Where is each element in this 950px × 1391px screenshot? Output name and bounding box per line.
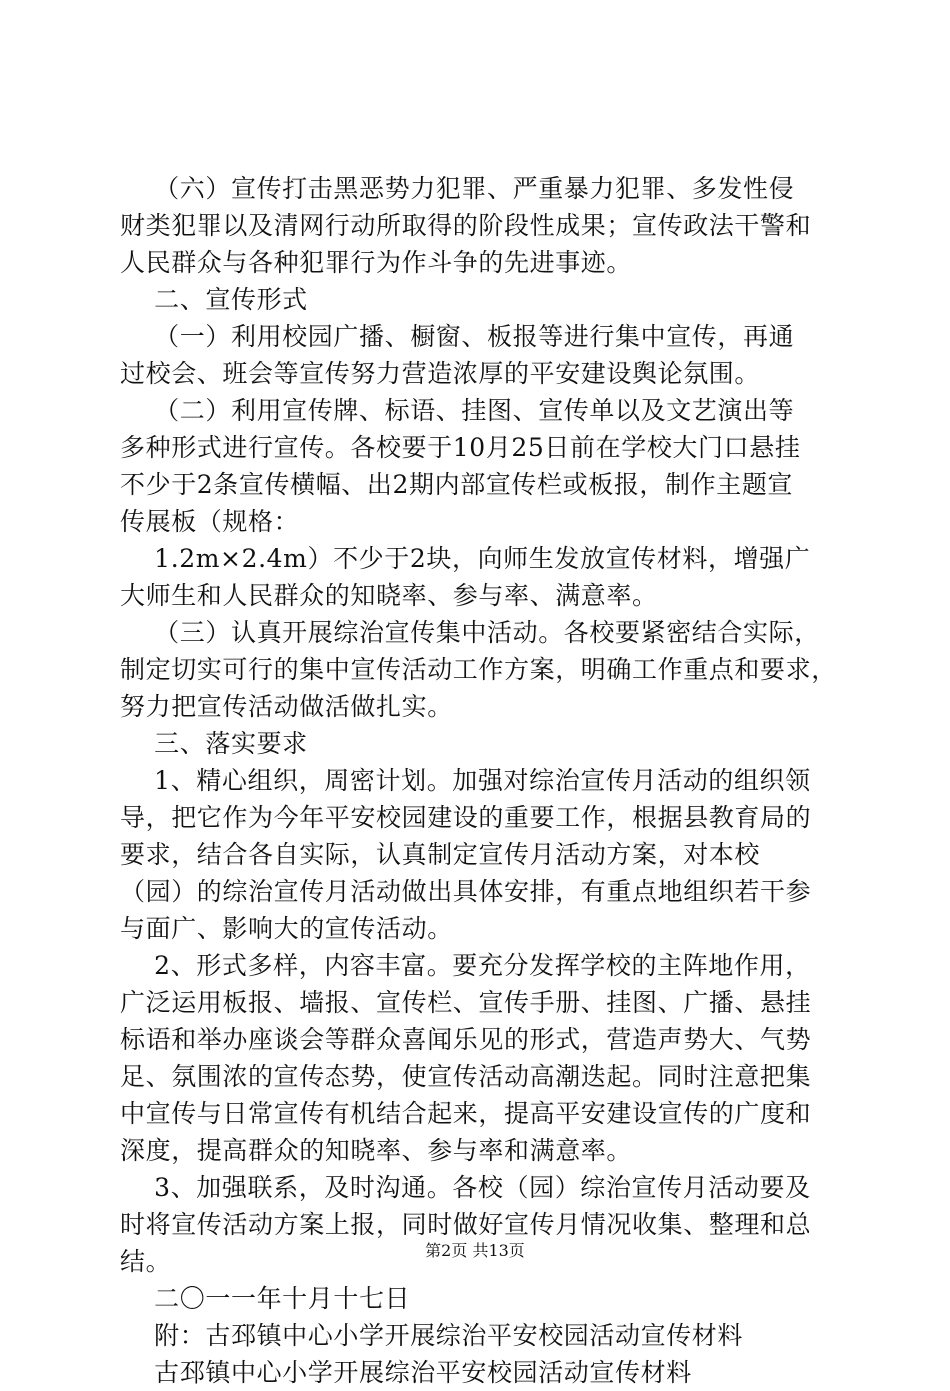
paragraph-line: （六）宣传打击黑恶势力犯罪、严重暴力犯罪、多发性侵 <box>120 174 795 203</box>
paragraph-line: 多种形式进行宣传。各校要于10月25日前在学校大门口悬挂 <box>120 433 801 462</box>
paragraph-line: （三）认真开展综治宣传集中活动。各校要紧密结合实际， <box>120 618 820 647</box>
paragraph-line: 财类犯罪以及清网行动所取得的阶段性成果；宣传政法干警和 <box>120 211 812 240</box>
section-heading: 三、落实要求 <box>120 729 308 758</box>
document-date: 二〇一一年十月十七日 <box>120 1284 411 1313</box>
paragraph-line: 与面广、影响大的宣传活动。 <box>120 914 453 943</box>
paragraph-line: 时将宣传活动方案上报，同时做好宣传月情况收集、整理和总 <box>120 1210 812 1239</box>
paragraph-line: 结。 <box>120 1247 172 1276</box>
paragraph-line: 导，把它作为今年平安校园建设的重要工作，根据县教育局的 <box>120 803 812 832</box>
paragraph-line: 1.2m×2.4m）不少于2块，向师生发放宣传材料，增强广 <box>120 544 811 573</box>
paragraph-line: 努力把宣传活动做活做扎实。 <box>120 692 453 721</box>
paragraph-line: 中宣传与日常宣传有机结合起来，提高平安建设宣传的广度和 <box>120 1099 812 1128</box>
paragraph-line: 要求，结合各自实际，认真制定宣传月活动方案，对本校 <box>120 840 761 869</box>
paragraph-line: 人民群众与各种犯罪行为作斗争的先进事迹。 <box>120 248 633 277</box>
section-heading: 二、宣传形式 <box>120 285 308 314</box>
paragraph-line: 广泛运用板报、墙报、宣传栏、宣传手册、挂图、广播、悬挂 <box>120 988 812 1017</box>
paragraph-line: 不少于2条宣传横幅、出2期内部宣传栏或板报，制作主题宣 <box>120 470 794 499</box>
paragraph-line: 3、加强联系，及时沟通。各校（园）综治宣传月活动要及 <box>120 1173 811 1202</box>
page-number-footer: 第2页 共13页 <box>425 1241 525 1260</box>
attachment-title: 古邳镇中心小学开展综治平安校园活动宣传材料 <box>120 1358 692 1387</box>
paragraph-line: 过校会、班会等宣传努力营造浓厚的平安建设舆论氛围。 <box>120 359 761 388</box>
paragraph-line: 传展板（规格： <box>120 507 300 536</box>
paragraph-line: 标语和举办座谈会等群众喜闻乐见的形式，营造声势大、气势 <box>120 1025 812 1054</box>
paragraph-line: 深度，提高群众的知晓率、参与率和满意率。 <box>120 1136 633 1165</box>
attachment-note: 附：古邳镇中心小学开展综治平安校园活动宣传材料 <box>120 1321 743 1350</box>
paragraph-line: 足、氛围浓的宣传态势，使宣传活动高潮迭起。同时注意把集 <box>120 1062 812 1091</box>
paragraph-line: （二）利用宣传牌、标语、挂图、宣传单以及文艺演出等 <box>120 396 795 425</box>
paragraph-line: 1、精心组织，周密计划。加强对综治宣传月活动的组织领 <box>120 766 811 795</box>
paragraph-line: 制定切实可行的集中宣传活动工作方案，明确工作重点和要求， <box>120 655 837 684</box>
paragraph-line: （一）利用校园广播、橱窗、板报等进行集中宣传，再通 <box>120 322 795 351</box>
paragraph-line: 2、形式多样，内容丰富。要充分发挥学校的主阵地作用， <box>120 951 811 980</box>
paragraph-line: 大师生和人民群众的知晓率、参与率、满意率。 <box>120 581 658 610</box>
paragraph-line: （园）的综治宣传月活动做出具体安排，有重点地组织若干参 <box>120 877 812 906</box>
document-body <box>120 170 840 1391</box>
